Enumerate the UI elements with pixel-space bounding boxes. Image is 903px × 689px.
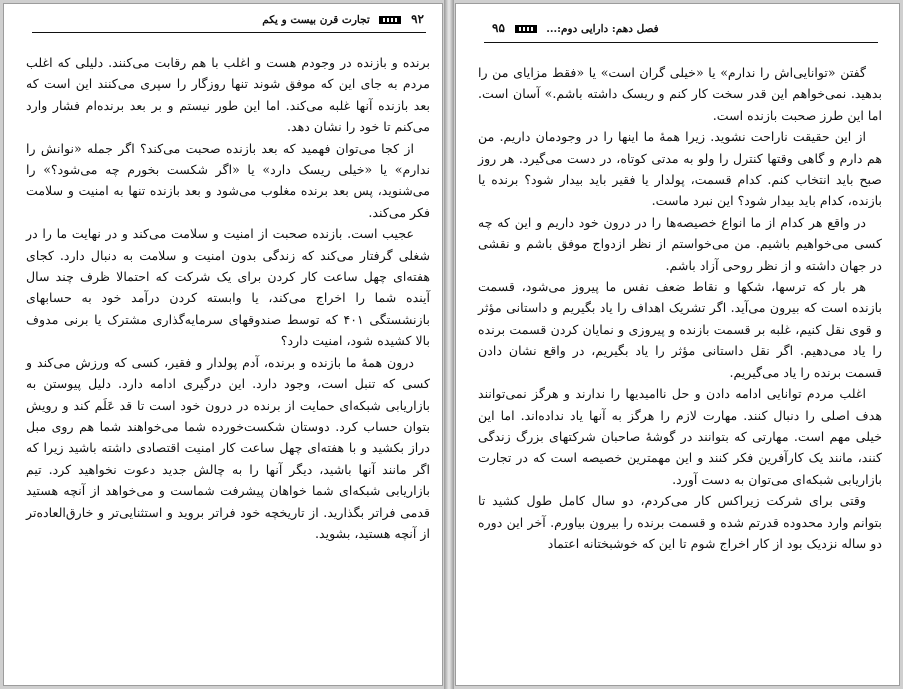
paragraph: هر بار که ترسها، شکها و نقاط ضعف نفس ما پیروز می‌شود، قسمت بازنده است که بیرون می‌آید. اگر تشریک اهداف را یاد بگیریم و داستانی مؤثر و قوی نقل کنیم، غلبه بر قسمت بازنده و پیروزی و نمایان کردن قسمت برنده را یاد می‌دهیم. اگر نقل داستانی مؤثر را یاد بگیریم، در واقع نشان دادن قسمت برنده را یاد می‌گیریم. xyxy=(478,279,882,380)
header-rule xyxy=(32,32,426,33)
right-page-number: ۹۵ xyxy=(492,21,505,35)
left-page-number: ۹۲ xyxy=(411,12,424,26)
left-page xyxy=(3,3,443,686)
publisher-logo-icon xyxy=(379,16,401,24)
right-running-title: فصل دهم: دارایی دوم:... xyxy=(546,23,659,35)
right-page-body xyxy=(478,62,882,554)
header-rule xyxy=(484,42,878,43)
paragraph: برنده و بازنده در وجودم هست و اغلب با هم رقابت می‌کنند. دلیلی که اغلب مردم به جای این که موفق شوند تنها روزگار را سپری می‌کنند این است که بعد بازنده آنها غلبه می‌کند. اما این طور نیستم و بر بعد برنده‌ام فشار وارد می‌کنم تا خود را نشان دهد. xyxy=(26,55,430,135)
right-page xyxy=(455,3,900,686)
paragraph: عجیب است. بازنده صحبت از امنیت و سلامت می‌کند و در نهایت ما را در شغلی گرفتار می‌کند که زندگی بدون امنیت و سلامت به دنبال دارد. کجای هفته‌ای چهل ساعت کار کردن برای یک شرکت که احتمالا ظرف چند سال آینده شما را اخراج می‌کند، یا وابسته کردن درآمد خود به حسابهای بازنشستگی ۴۰۱ که توسط صندوقهای سرمایه‌گذاری مشترک یا برنی مدوف بالا کشیده شود، امنیت دارد؟ xyxy=(26,226,430,349)
paragraph: درون همهٔ ما بازنده و برنده، آدم پولدار و فقیر، کسی که ورزش می‌کند و کسی که تنبل است، وجود دارد. این درگیری ادامه دارد. دلیل پیوستن به بازاریابی شبکه‌ای حمایت از برنده در درون خود است تا قد عَلَم کند و رویش بتوان حساب کرد. دوستان شکست‌خورده شما می‌خواهند شما هم روی مبل دراز بکشید و با هفته‌ای چهل ساعت کار امنیت اقتصادی داشته باشید زیرا که اگر مانند آنها باشید، دیگر آنها را به چالش جدید دعوت نخواهید کرد. تیم بازاریابی شبکه‌ای شما خواهان پیشرفت شماست و می‌خواهد از آنچه هستید قدمی فراتر بگذارید. از تاریخچه خود فراتر بروید و استثنایی‌تر و خارق‌العاده‌تر از آنچه هستید، بشوید. xyxy=(26,354,430,541)
paragraph: وقتی برای شرکت زیراکس کار می‌کردم، دو سال کامل طول کشید تا بتوانم وارد محدوده قدرتم شده و قسمت برنده را بیرون بیاورم. آخر این دوره دو ساله نزدیک بود از کار اخراج شوم تا این که خوشبختانه اعتماد xyxy=(478,493,882,551)
right-page-header xyxy=(492,21,659,35)
paragraph: گفتن «توانایی‌اش را ندارم» یا «خیلی گران است» یا «فقط مزایای من را بدهید. نمی‌خواهم این قدر سخت کار کنم و ریسک داشته باشم.» آسان است. اما این طرز صحبت بازنده است. xyxy=(478,65,882,123)
book-gutter xyxy=(444,0,454,689)
publisher-logo-icon xyxy=(515,25,537,33)
paragraph: در واقع هر کدام از ما انواع خصیصه‌ها را در درون خود داریم و این که چه کسی می‌خواهیم باشیم. من می‌خواستم از نظر ازدواج موفق باشم و نقشی در جهان داشته و از نظر روحی آزاد باشم. xyxy=(478,214,882,273)
left-page-header xyxy=(262,12,424,26)
left-page-body xyxy=(26,52,430,544)
paragraph: اغلب مردم توانایی ادامه دادن و حل ناامیدیها را ندارند و هرگز نمی‌توانند هدف اصلی را دنبال کنند. مهارت لازم را هرگز به آنها یاد نداده‌اند. اما این خیلی مهم است. مهارتی که بتوانند در گوشهٔ صاحبان شرکتهای بزرگ زندگی کنند، مانند یک کارآفرین فکر کنند و این مهمترین خصیصه است که در تجارت بازاریابی شبکه‌ای می‌توان به دست آورد. xyxy=(478,386,882,487)
paragraph: از این حقیقت ناراحت نشوید. زیرا همهٔ ما اینها را در وجودمان داریم. من هم دارم و گاهی وقتها کنترل را ولو به مدتی کوتاه، در دست می‌گیرد. هر روز صبح باید انتخاب کنم. کدام قسمت، پولدار یا فقیر باید بیدار شود؟ برنده یا بازنده، کدام باید بیدار شود؟ این نبرد ماست. xyxy=(478,129,882,209)
paragraph: از کجا می‌توان فهمید که بعد بازنده صحبت می‌کند؟ اگر جمله «نوانش را ندارم» یا «خیلی ریسک دارد» یا «اگر شکست بخورم چه می‌شود؟» را می‌شنوید، پس بعد برنده مغلوب می‌شود و بعد بازنده تنها به امنیت و سلامت فکر می‌کند. xyxy=(26,140,430,220)
left-running-title: تجارت قرن بیست و یکم xyxy=(262,14,370,26)
